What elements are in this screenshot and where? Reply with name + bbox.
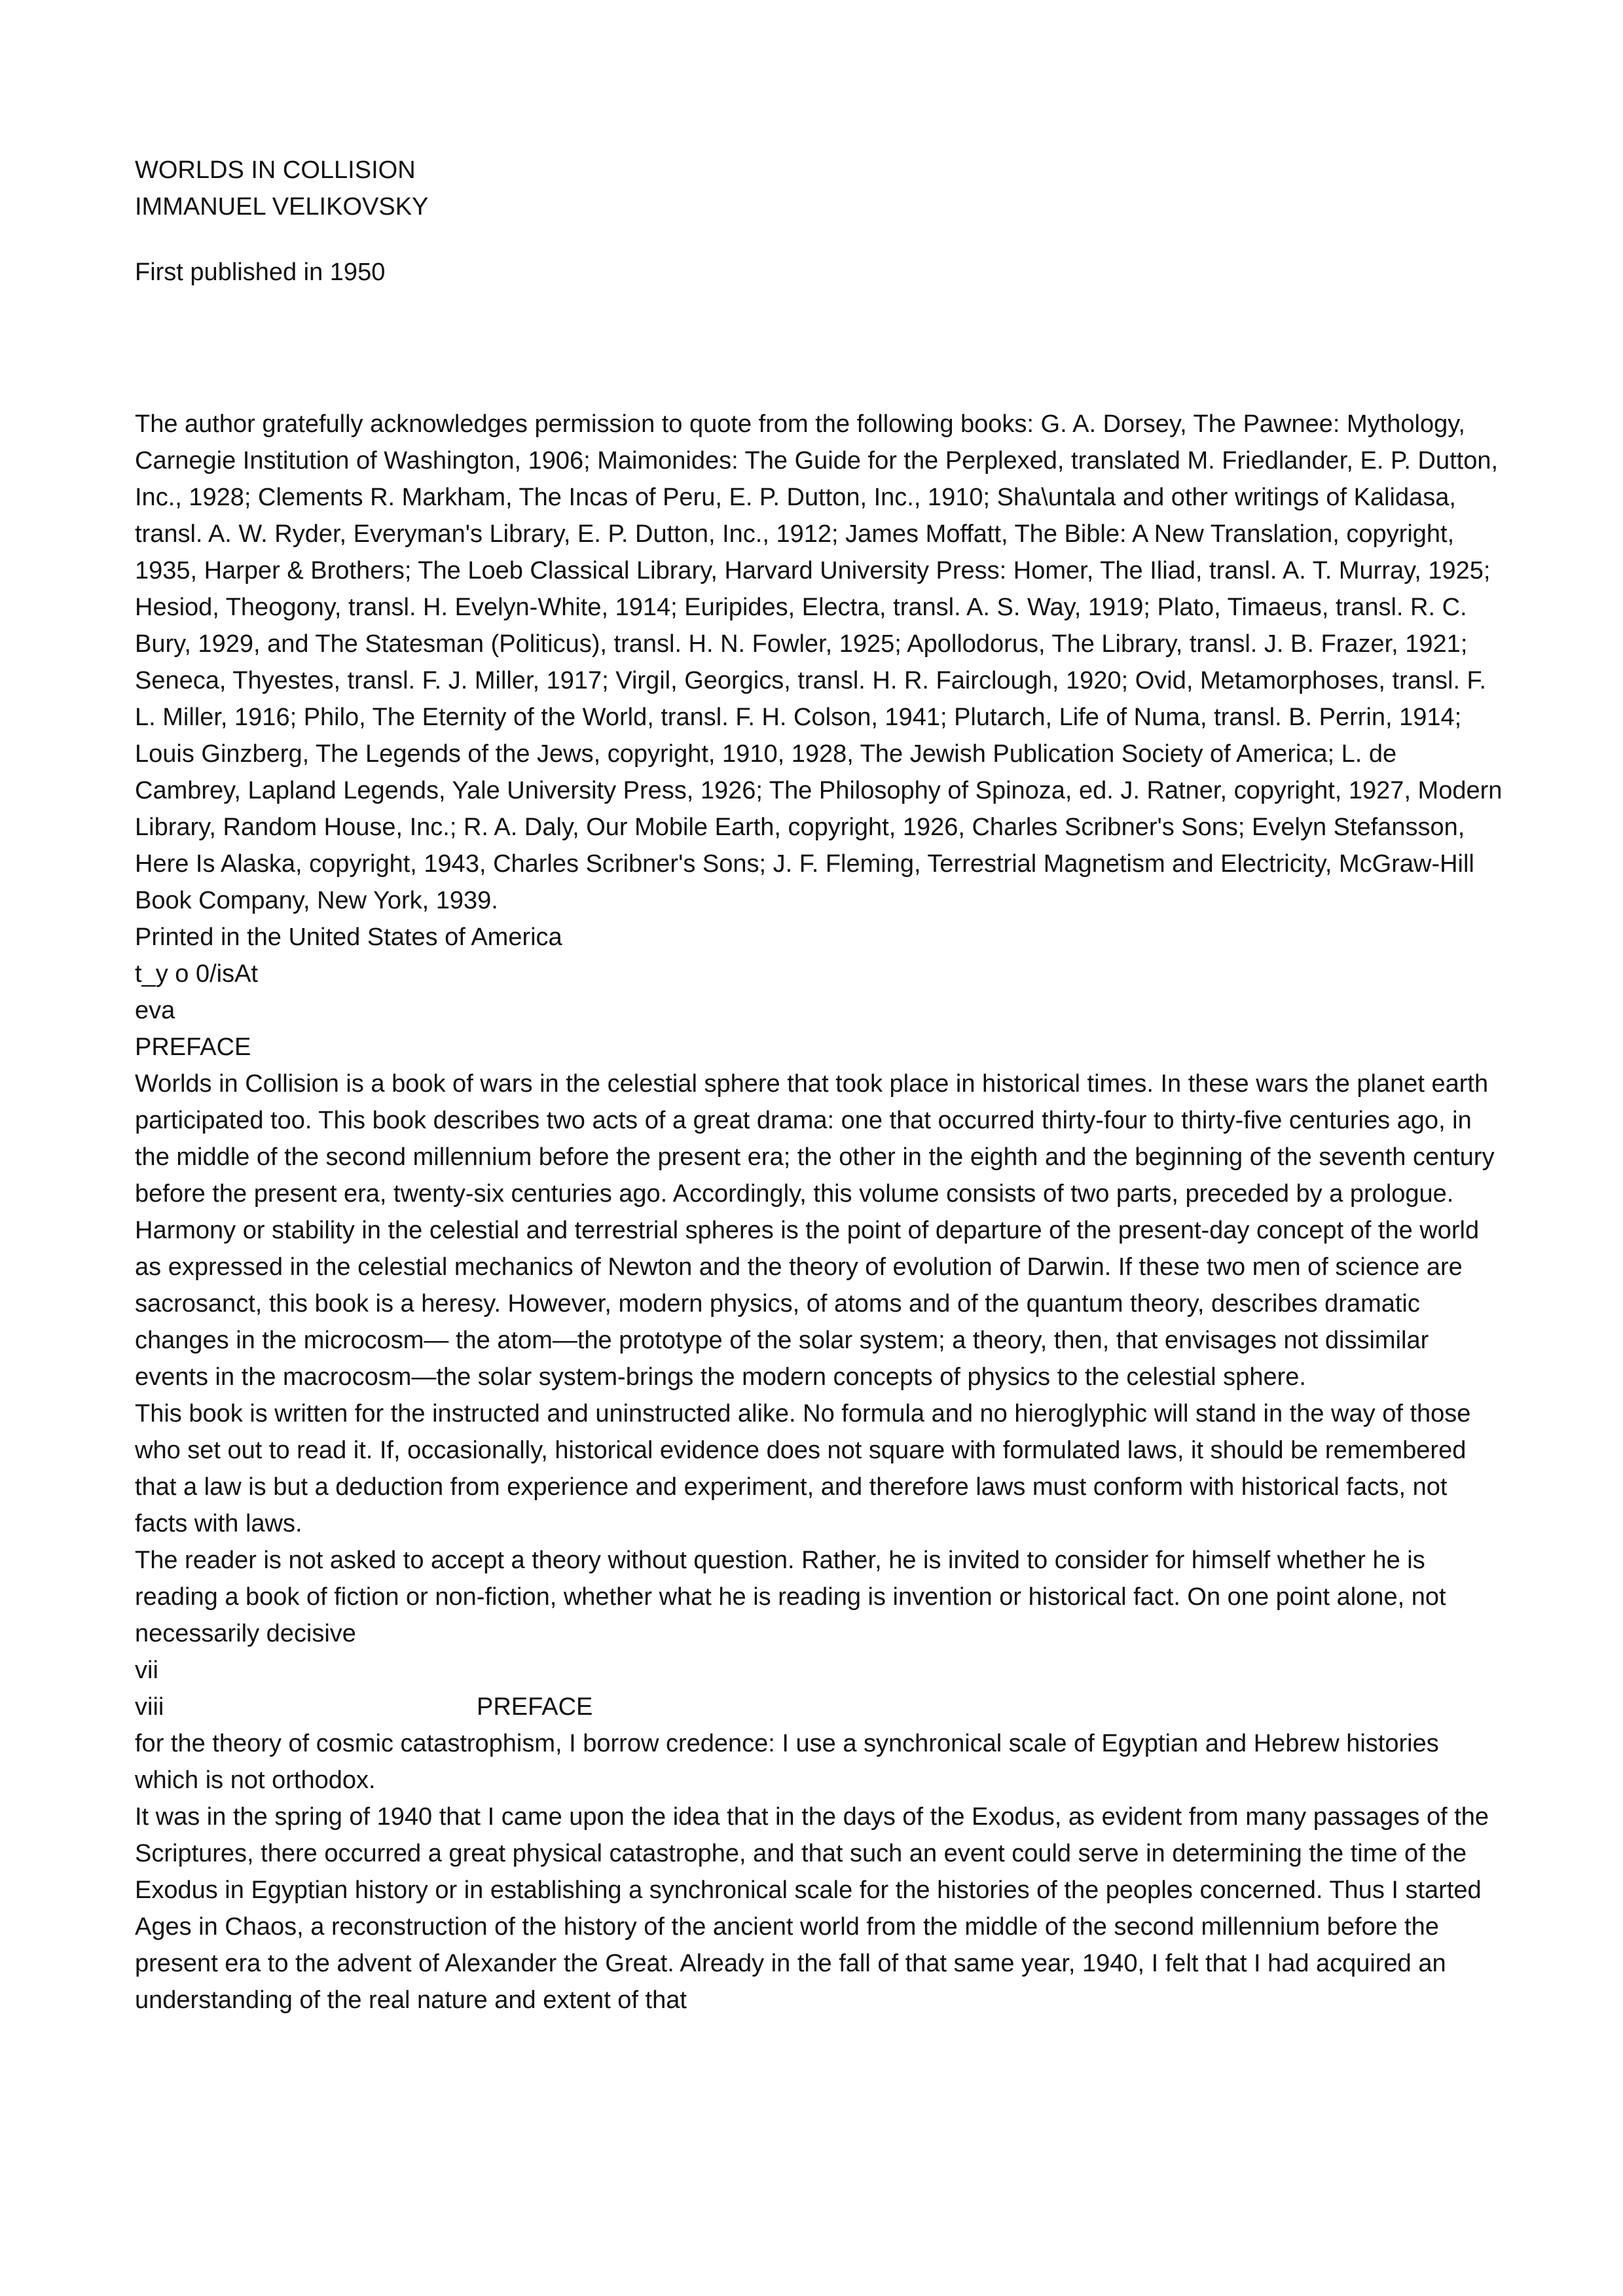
preface-paragraph: The reader is not asked to accept a theory without question. Rather, he is invited to consider for himself whether he is reading a book of fiction or non-fiction, whether what he is reading is invention or historical fact. On one point alone, not necessarily decisive [135, 1547, 1446, 1647]
preface-paragraph: for the theory of cosmic catastrophism, I borrow credence: I use a synchronical scale of Egyptian and Hebrew histories which is not orthodox. [135, 1730, 1439, 1794]
acknowledgements-paragraph: The author gratefully acknowledges permission to quote from the following books: G. A. Dorsey, The Pawnee: Mythology, Carnegie Institution of Washington, 1906; Maimonides: The Guide for the Perplexed, translated M. Friedlander, E. P. Dutton, Inc., 1928; Clements R. Markham, The Incas of Peru, E. P. Dutton, Inc., 1910; Sha\untala and other writings of Kalidasa, transl. A. W. Ryder, Everyman's Library, E. P. Dutton, Inc., 1912; James Moffatt, The Bible: A New Translation, copyright, 1935, Harper & Brothers; The Loeb Classical Library, Harvard University Press: Homer, The Iliad, transl. A. T. Murray, 1925; Hesiod, Theogony, transl. H. Evelyn-White, 1914; Euripides, Electra, transl. A. S. Way, 1919; Plato, Timaeus, transl. R. C. Bury, 1929, and The Statesman (Politicus), transl. H. N. Fowler, 1925; Apollodorus, The Library, transl. J. B. Frazer, 1921; Seneca, Thyestes, transl. F. J. Miller, 1917; Virgil, Georgics, transl. H. R. Fairclough, 1920; Ovid, Metamorphoses, transl. F. L. Miller, 1916; Philo, The Eternity of the World, transl. F. H. Colson, 1941; Plutarch, Life of Numa, transl. B. Perrin, 1914; Louis Ginzberg, The Legends of the Jews, copyright, 1910, 1928, The Jewish Publication Society of America; L. de Cambrey, Lapland Legends, Yale University Press, 1926; The Philosophy of Spinoza, ed. J. Ratner, copyright, 1927, Modern Library, Random House, Inc.; R. A. Daly, Our Mobile Earth, copyright, 1926, Charles Scribner's Sons; Evelyn Stefansson, Here Is Alaska, copyright, 1943, Charles Scribner's Sons; J. F. Fleming, Terrestrial Magnetism and Electricity, McGraw-Hill Book Company, New York, 1939. [135, 410, 1503, 914]
preface-paragraph: It was in the spring of 1940 that I came upon the idea that in the days of the Exodus, as evident from many passages of the Scriptures, there occurred a great physical catastrophe, and that such an event could serve in determining the time of the Exodus in Egyptian history or in establishing a synchronical scale for the histories of the peoples concerned. Thus I started Ages in Chaos, a reconstruction of the history of the ancient world from the middle of the second millennium before the present era to the advent of Alexander the Great. Already in the fall of that same year, 1940, I felt that I had acquired an understanding of the real nature and extent of that [135, 1803, 1489, 2014]
running-head [135, 1689, 1503, 1725]
spacer [135, 225, 1503, 254]
printed-note: Printed in the United States of America [135, 924, 562, 951]
book-title: WORLDS IN COLLISION [135, 156, 416, 184]
page-content [135, 152, 1503, 2018]
spacer [135, 291, 1503, 406]
ocr-artifact-line: t_y o 0/isAt [135, 960, 258, 988]
page-number: vii [135, 1657, 158, 1684]
running-head-folio: viii [135, 1693, 164, 1721]
publication-note: First published in 1950 [135, 259, 386, 286]
ocr-artifact-line: eva [135, 997, 175, 1024]
running-head-title: PREFACE [477, 1693, 593, 1721]
preface-paragraph: This book is written for the instructed and uninstructed alike. No formula and no hieroglyphic will stand in the way of those who set out to read it. If, occasionally, historical evidence does not square with formulated laws, it should be remembered that a law is but a deduction from experience and experiment, and therefore laws must conform with historical facts, not facts with laws. [135, 1400, 1471, 1537]
preface-paragraph: Worlds in Collision is a book of wars in the celestial sphere that took place in historical times. In these wars the planet earth participated too. This book describes two acts of a great drama: one that occurred thirty-four to thirty-five centuries ago, in the middle of the second millennium before the present era; the other in the eighth and the beginning of the seventh century before the present era, twenty-six centuries ago. Accordingly, this volume consists of two parts, preceded by a prologue. [135, 1070, 1495, 1208]
preface-heading: PREFACE [135, 1033, 251, 1061]
author-name: IMMANUEL VELIKOVSKY [135, 193, 429, 221]
preface-paragraph: Harmony or stability in the celestial and terrestrial spheres is the point of departure of the present-day concept of the world as expressed in the celestial mechanics of Newton and the theory of evolution of Darwin. If these two men of science are sacrosanct, this book is a heresy. However, modern physics, of atoms and of the quantum theory, describes dramatic changes in the microcosm— the atom—the prototype of the solar system; a theory, then, that envisages not dissimilar events in the macrocosm—the solar system-brings the modern concepts of physics to the celestial sphere. [135, 1217, 1480, 1391]
